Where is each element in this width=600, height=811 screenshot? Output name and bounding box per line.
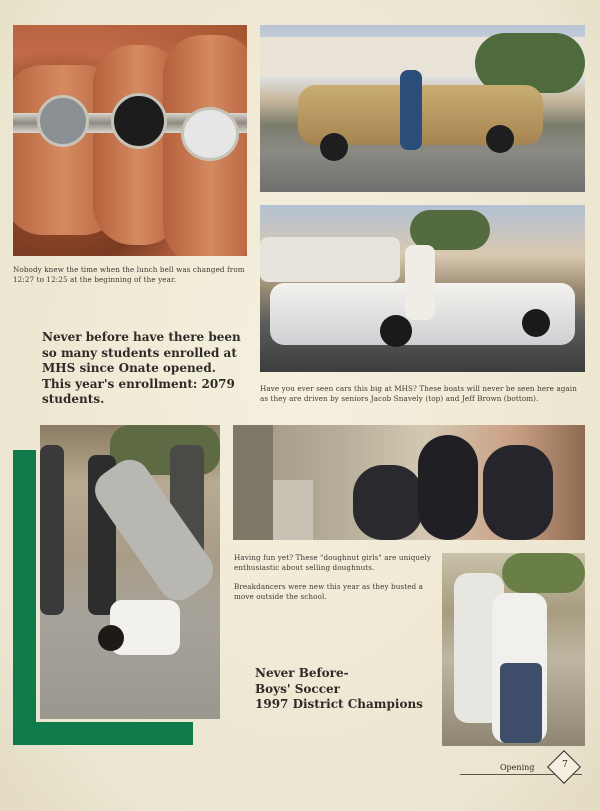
cabinet [273, 480, 313, 540]
doughnut-caption: Having fun yet? These "doughnut girls" are uniquely enthusiastic about selling doughnuts. [234, 553, 432, 572]
car-wheel [320, 133, 348, 161]
breakdancer-photo [40, 425, 220, 719]
soccer-headline-line1: Never Before- [255, 666, 349, 680]
soccer-players-photo [442, 553, 585, 746]
station-wagon [260, 237, 400, 282]
enrollment-headline: Never before have there been so many students enrolled at MHS since Onate opened. This year's enrollment: 2079 students. [42, 330, 241, 406]
bystander [40, 445, 64, 615]
trees [502, 553, 585, 593]
green-accent-bar-vertical [13, 450, 36, 745]
doughnut-girls-photo [233, 425, 585, 540]
student-jacob [400, 70, 422, 150]
watches-photo [13, 25, 247, 256]
car-wheel [522, 309, 550, 337]
car-wheel [380, 315, 412, 347]
breakdancer-head [98, 625, 124, 651]
watch-left [37, 95, 89, 147]
gold-car-photo [260, 25, 585, 192]
trees [410, 210, 490, 250]
player-jeans [500, 663, 542, 743]
student-jeff [405, 245, 435, 320]
girl-left [353, 465, 423, 540]
door [233, 425, 273, 540]
breakdance-caption: Breakdancers were new this year as they busted a move outside the school. [234, 582, 424, 601]
white-car-photo [260, 205, 585, 372]
soccer-headline-line3: 1997 District Champions [255, 697, 423, 711]
soccer-headline-line2: Boys' Soccer [255, 681, 340, 696]
watches-caption: Nobody knew the time when the lunch bell was changed from 12:27 to 12:25 at the beginning of the year. [13, 265, 245, 284]
cars-caption: Have you ever seen cars this big at MHS? These boats will never be seen here again as they are driven by seniors Jacob Snavely (top) and Jeff Brown (bottom). [260, 384, 577, 403]
trees [475, 33, 585, 93]
girl-middle [418, 435, 478, 540]
footer-section-label: Opening [500, 763, 535, 772]
soccer-headline [255, 666, 435, 713]
girl-right [483, 445, 553, 540]
watch-right [181, 107, 239, 161]
green-accent-bar-horizontal [13, 722, 193, 745]
watch-middle [111, 93, 167, 149]
page-number: 7 [562, 760, 568, 770]
car-wheel [486, 125, 514, 153]
